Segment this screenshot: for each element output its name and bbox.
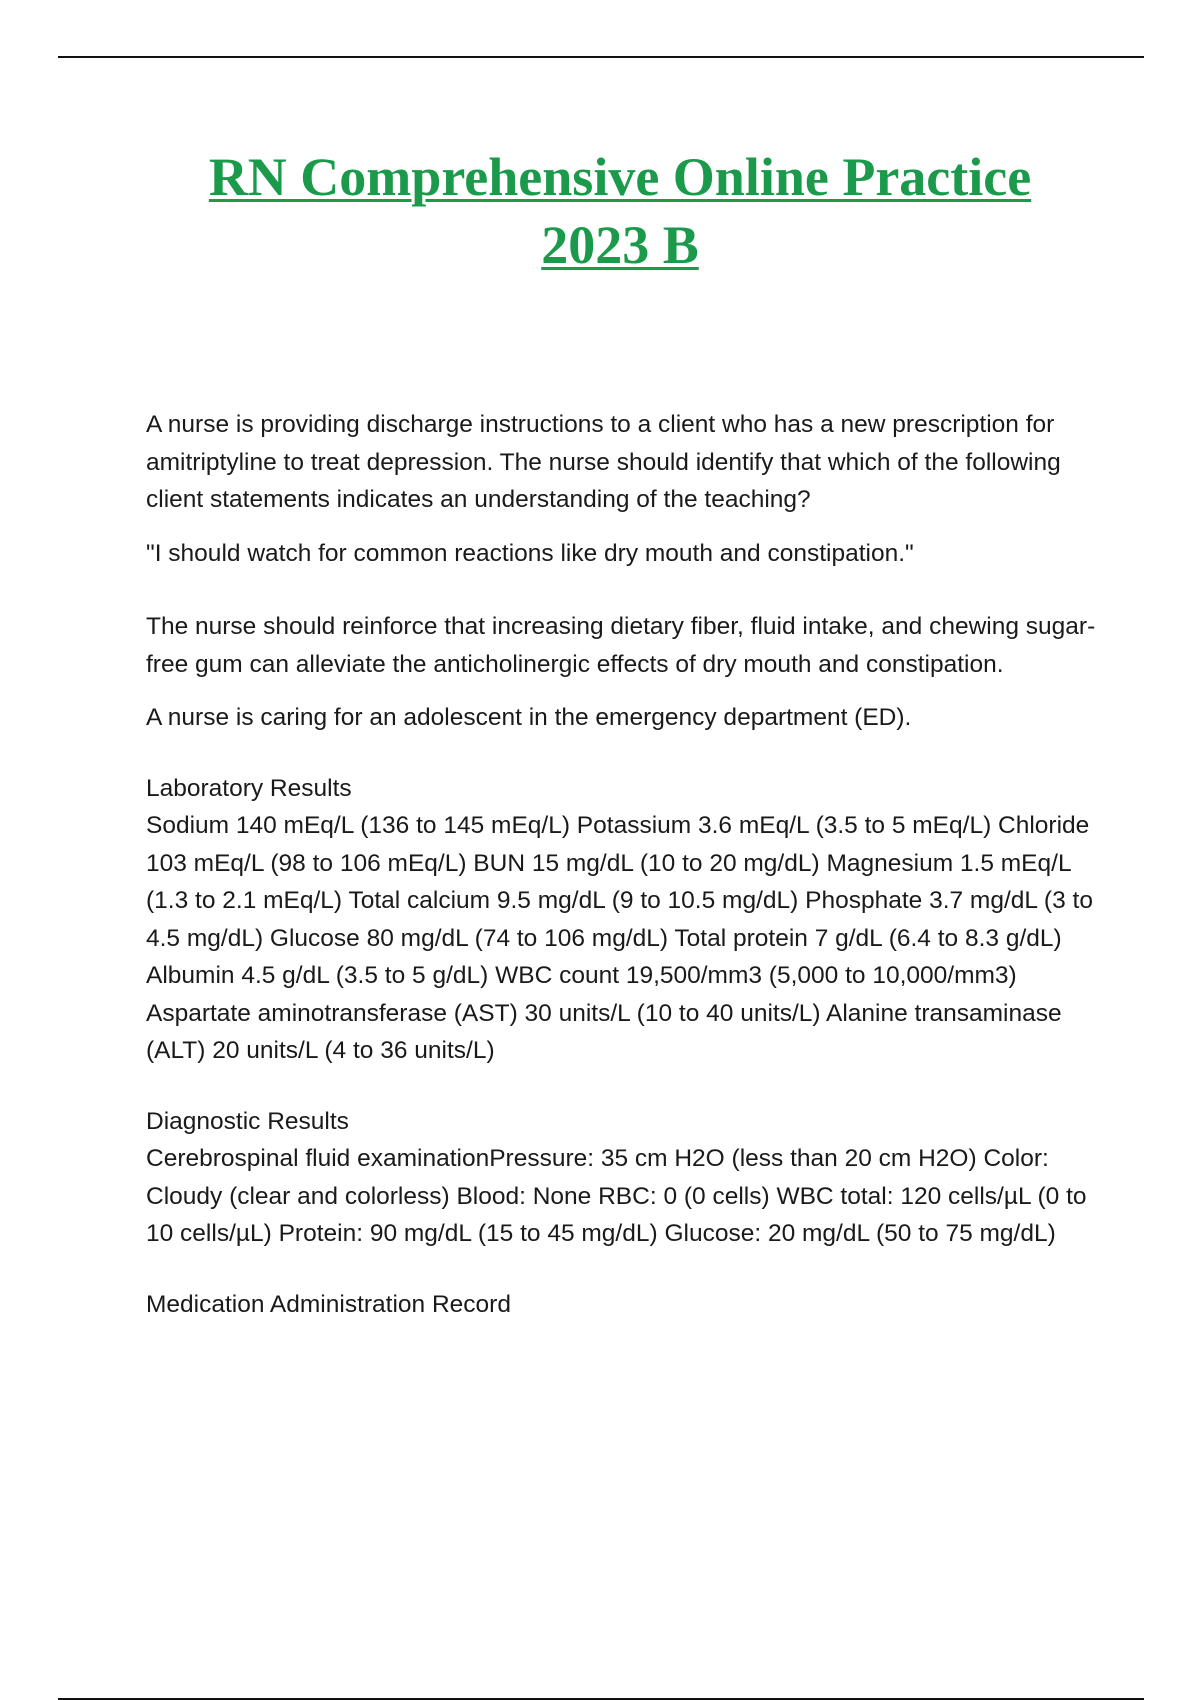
document-body (146, 406, 1096, 1323)
question-1-answer: "I should watch for common reactions like dry mouth and constipation." (146, 539, 914, 567)
diagnostic-results-heading: Diagnostic Results (146, 1107, 349, 1135)
diagnostic-results-text: Cerebrospinal fluid examinationPressure: 35 cm H2O (less than 20 cm H2O) Color: Cloudy (clear and colorless) Blood: None RBC: 0 (0 cells) WBC total: 120 cells/µL (0 to 10 cells/µL) Protein: 90 mg/dL (15 to 45 mg/dL) Glucose: 20 mg/dL (50 to 75 mg/dL) (146, 1145, 1087, 1247)
title-line-1: RN Comprehensive Online Practice (208, 147, 1032, 207)
question-1-rationale: The nurse should reinforce that increasing dietary fiber, fluid intake, and chewing sugar-free gum can alleviate the anticholinergic effects of dry mouth and constipation. (146, 613, 1096, 678)
medication-record-heading: Medication Administration Record (146, 1290, 511, 1318)
title-line-2: 2023 B (541, 215, 699, 275)
lab-results-text: Sodium 140 mEq/L (136 to 145 mEq/L) Potassium 3.6 mEq/L (3.5 to 5 mEq/L) Chloride 103 mEq/L (98 to 106 mEq/L) BUN 15 mg/dL (10 to 20 mg/dL) Magnesium 1.5 mEq/L (1.3 to 2.1 mEq/L) Total calcium 9.5 mg/dL (9 to 10.5 mg/dL) Phosphate 3.7 mg/dL (3 to 4.5 mg/dL) Glucose 80 mg/dL (74 to 106 mg/dL) Total protein 7 g/dL (6.4 to 8.3 g/dL) Albumin 4.5 g/dL (3.5 to 5 g/dL) WBC count 19,500/mm3 (5,000 to 10,000/mm3) Aspartate aminotransferase (AST) 30 units/L (10 to 40 units/L) Alanine transaminase (ALT) 20 units/L (4 to 36 units/L) (146, 812, 1093, 1064)
document-title (0, 143, 1200, 279)
question-1-stem: A nurse is providing discharge instructions to a client who has a new prescription for amitriptyline to treat depression. The nurse should identify that which of the following client statements indicates an understanding of the teaching? (146, 411, 1061, 513)
question-2-stem: A nurse is caring for an adolescent in the emergency department (ED). (146, 704, 912, 731)
lab-results-heading: Laboratory Results (146, 774, 352, 802)
top-rule (58, 56, 1144, 58)
